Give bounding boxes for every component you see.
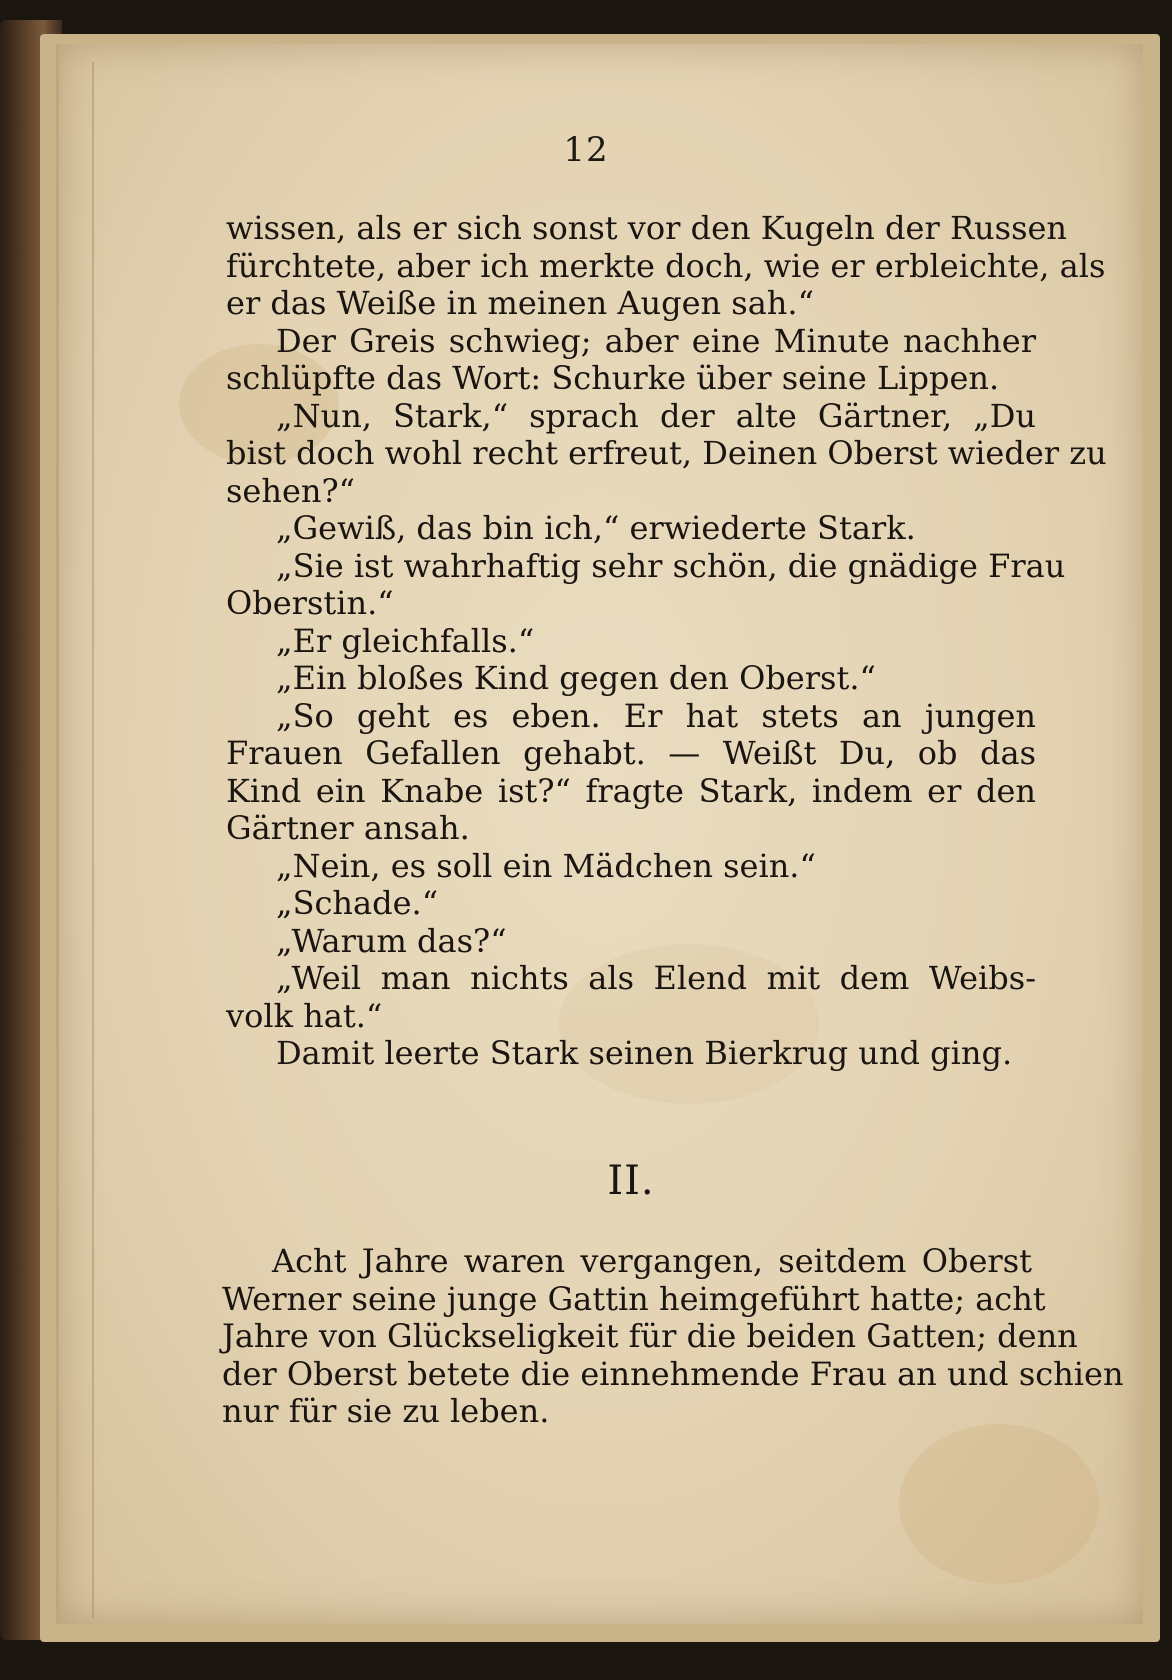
text-line: Werner seine junge Gattin heimgeführt hatte; acht — [222, 1279, 1046, 1318]
text-line: „Weil man nichts als Elend mit dem Weibs- — [276, 959, 1036, 997]
text-line: „Sie ist wahrhaftig sehr schön, die gnädige Frau — [276, 546, 1066, 585]
text-line: „Nein, es soll ein Mädchen sein.“ — [276, 846, 816, 885]
text-line: „Gewiß, das bin ich,“ erwiederte Stark. — [276, 509, 916, 547]
text-line: Damit leerte Stark seinen Bierkrug und ging. — [276, 1034, 1013, 1072]
text-line: Jahre von Glückseligkeit für die beiden Gatten; denn — [222, 1317, 1078, 1355]
text-line: Oberstin.“ — [226, 584, 394, 622]
text-line: der Oberst betete die einnehmende Frau an und schien — [222, 1354, 1124, 1393]
text-line: schlüpfte das Wort: Schurke über seine Lippen. — [226, 359, 1000, 397]
text-line: Frauen Gefallen gehabt. — Weißt Du, ob das — [226, 734, 1036, 772]
text-line: Gärtner ansah. — [226, 809, 470, 847]
text-line: bist doch wohl recht erfreut, Deinen Oberst wieder zu — [226, 434, 1107, 472]
page-fold-line — [92, 62, 94, 1618]
text-line: „Warum das?“ — [276, 921, 507, 960]
text-line: Acht Jahre waren vergangen, seitdem Oberst — [272, 1242, 1032, 1280]
paper-stain — [899, 1424, 1099, 1584]
text-line: nur für sie zu leben. — [222, 1392, 550, 1430]
body-text — [226, 209, 1107, 1073]
text-line: wissen, als er sich sonst vor den Kugeln der Russen — [226, 209, 1068, 247]
text-line: „So geht es eben. Er hat stets an jungen — [276, 696, 1036, 735]
page-number: 12 — [563, 130, 609, 170]
section-text — [222, 1242, 1124, 1431]
text-line: sehen?“ — [226, 471, 356, 510]
text-line: volk hat.“ — [226, 996, 383, 1035]
text-line: Kind ein Knabe ist?“ fragte Stark, indem er den — [226, 771, 1036, 810]
text-line: fürchtete, aber ich merkte doch, wie er erbleichte, als — [226, 246, 1106, 285]
text-line: Der Greis schwieg; aber eine Minute nachher — [276, 321, 1036, 360]
text-line: „Er gleichfalls.“ — [276, 621, 535, 660]
text-line: „Schade.“ — [276, 884, 439, 922]
text-line: er das Weiße in meinen Augen sah.“ — [226, 284, 814, 322]
text-line: „Ein bloßes Kind gegen den Oberst.“ — [276, 659, 876, 697]
section-heading: II. — [607, 1158, 655, 1204]
text-line: „Nun, Stark,“ sprach der alte Gärtner, „Du — [276, 396, 1036, 435]
